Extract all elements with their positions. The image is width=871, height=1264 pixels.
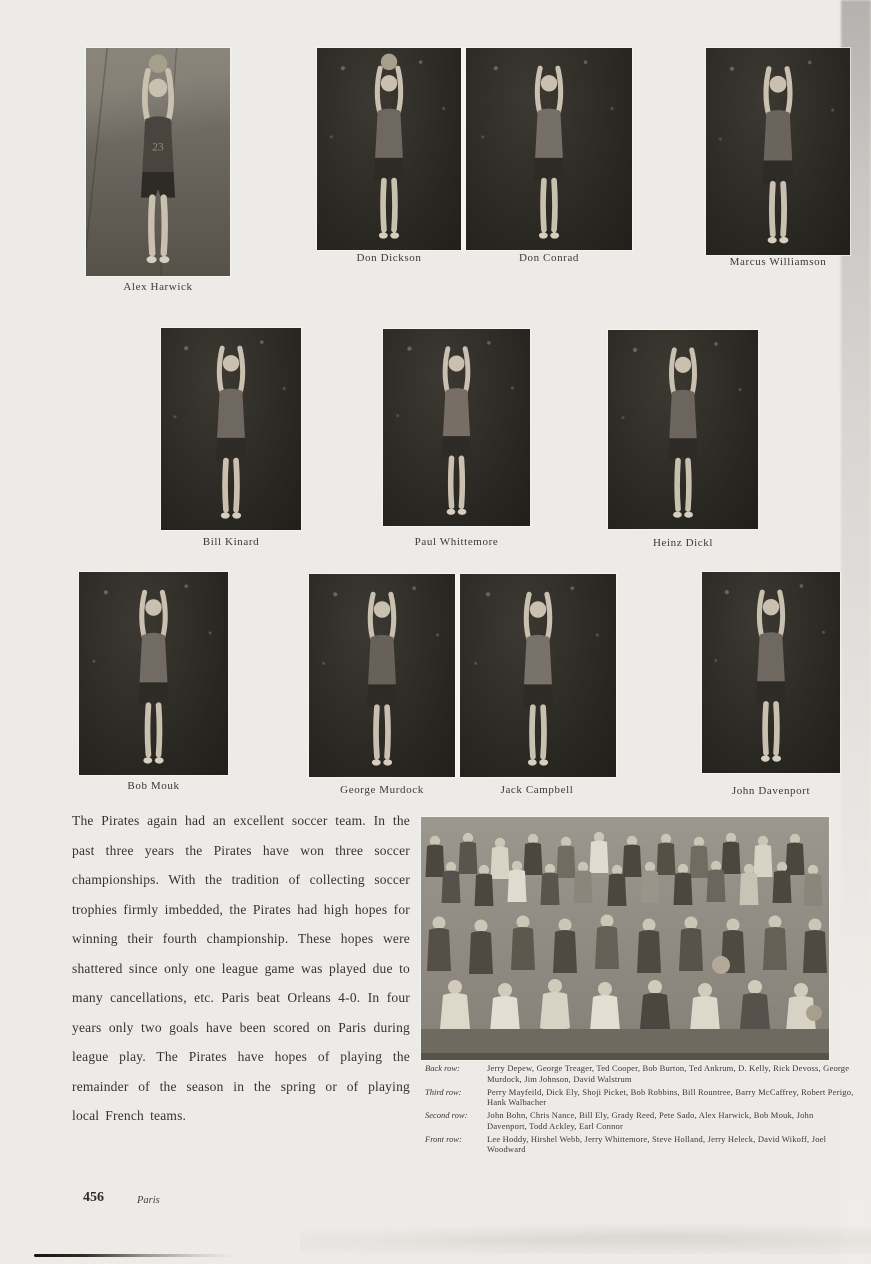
caption-alex-harwick: Alex Harwick	[123, 281, 193, 293]
photo-john-davenport	[702, 572, 840, 773]
scan-smudge	[300, 1224, 871, 1254]
caption-row-front	[425, 1134, 855, 1155]
caption-row-names: Lee Hoddy, Hirshel Webb, Jerry Whittemore, Steve Holland, Jerry Heleck, David Wikoff, Joel Woodward	[487, 1133, 827, 1154]
caption-jack-campbell: Jack Campbell	[500, 784, 574, 796]
photo-bill-kinard	[161, 328, 301, 530]
caption-don-dickson: Don Dickson	[356, 252, 422, 264]
scan-edge-line	[34, 1254, 234, 1257]
photo-jack-campbell	[460, 574, 616, 777]
team-photo	[421, 817, 829, 1060]
caption-bill-kinard: Bill Kinard	[202, 536, 260, 548]
photo-bob-mouk	[79, 572, 228, 775]
caption-row-label: Third row:	[425, 1086, 462, 1097]
caption-heinz-dickl: Heinz Dickl	[652, 537, 714, 549]
caption-row-names: John Bohn, Chris Nance, Bill Ely, Grady Reed, Pete Sado, Alex Harwick, Bob Mouk, John Davenport, Todd Ackley, Earl Connor	[487, 1110, 814, 1131]
caption-row-back	[425, 1063, 855, 1084]
caption-row-second	[425, 1110, 855, 1131]
caption-row-label: Front row:	[425, 1133, 462, 1144]
page-number: 456	[83, 1190, 104, 1205]
photo-pair-murdock-campbell	[309, 574, 616, 777]
photo-heinz-dickl	[608, 330, 758, 529]
caption-row-label: Back row:	[425, 1063, 460, 1073]
article-text: The Pirates again had an excellent soccer team. In the past three years the Pirates have won three soccer championships. With the tradition of collecting soccer trophies firmly imbedded, the Pirates had high hopes for winning their fourth championship. These hopes were shattered since only one league game was played due to many cancellations, etc. Paris beat Orleans 4-0. In four years only two goals have been scored on Paris during league play. The Pirates have hopes of playing the remainder of the season in the spring or of playing local French teams.	[72, 813, 410, 1123]
caption-paul-whittemore: Paul Whittemore	[414, 536, 499, 548]
photo-don-conrad	[466, 48, 632, 250]
caption-row-label: Second row:	[425, 1110, 468, 1120]
photo-don-dickson	[317, 48, 461, 250]
photo-alex-harwick	[86, 48, 230, 276]
photo-george-murdock	[309, 574, 455, 777]
caption-row-names: Jerry Depew, George Treager, Ted Cooper, Bob Burton, Ted Ankrum, D. Kelly, Rick Devoss, George Murdock, Jim Johnson, David Walstrum	[487, 1063, 850, 1084]
team-photo-caption	[425, 1063, 855, 1157]
caption-row-names: Perry Mayfeild, Dick Ely, Shoji Picket, Bob Robbins, Bill Rountree, Barry McCaffrey, Robert Perigo, Hank Walbacher	[487, 1086, 854, 1107]
caption-bob-mouk: Bob Mouk	[127, 780, 180, 792]
photo-pair-dickson-conrad	[317, 48, 632, 250]
caption-don-conrad: Don Conrad	[518, 252, 580, 264]
photo-paul-whittemore	[383, 329, 530, 526]
jersey-number: 23	[152, 141, 164, 154]
page-section-label: Paris	[137, 1195, 160, 1206]
photo-marcus-williamson	[706, 48, 850, 255]
caption-john-davenport: John Davenport	[731, 785, 811, 797]
caption-george-murdock: George Murdock	[340, 784, 424, 796]
caption-row-third	[425, 1087, 855, 1108]
caption-marcus-williamson: Marcus Williamson	[729, 256, 827, 268]
